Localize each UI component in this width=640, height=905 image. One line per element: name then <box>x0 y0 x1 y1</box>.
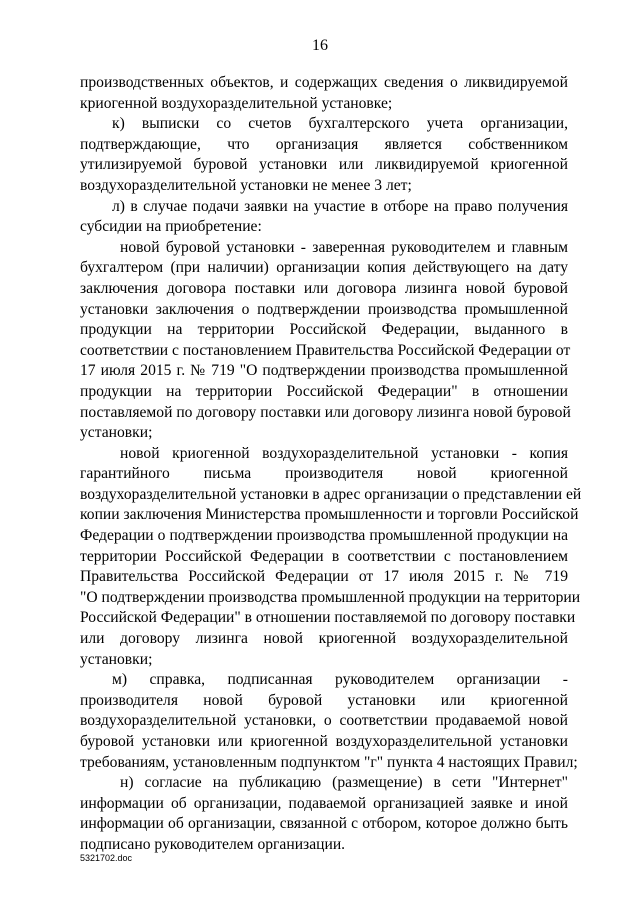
text-line: соответствии с постановлением Правительства Российской Федерации от <box>80 341 571 359</box>
text-line: производителя новой буровой установки или криогенной <box>80 691 568 709</box>
text-line: воздухоразделительной установки, о соответствии продаваемой новой <box>80 712 568 730</box>
text-line: новой криогенной воздухоразделительной установки - копия <box>120 444 568 462</box>
page-number: 16 <box>312 37 328 54</box>
text-line: Федерации о подтверждении производства промышленной продукции на <box>80 527 568 545</box>
text-line: установки; <box>80 424 153 442</box>
text-line: н) согласие на публикацию (размещение) в сети "Интернет" <box>120 774 568 792</box>
text-line: воздухоразделительной установки не менее 3 лет; <box>80 176 412 194</box>
text-line: копии заключения Министерства промышленности и торговли Российской <box>80 506 579 524</box>
text-line: криогенной воздухоразделительной установке; <box>80 94 393 112</box>
text-line: Правительства Российской Федерации от 17 июля 2015 г. № 719 <box>80 568 568 586</box>
file-name-footer: 5321702.doc <box>80 853 133 863</box>
text-line: м) справка, подписанная руководителем организации - <box>112 671 568 689</box>
text-line: Российской Федерации" в отношении поставляемой по договору поставки <box>80 609 576 627</box>
text-line: буровой установки или криогенной воздухоразделительной установки <box>80 733 568 750</box>
text-line: производственных объектов, и содержащих сведения о ликвидируемой <box>80 74 568 91</box>
text-line: требованиям, установленным подпунктом "г" пункта 4 настоящих Правил; <box>80 753 578 771</box>
text-line: подтверждающие, что организация является собственником <box>80 135 568 153</box>
text-line: новой буровой установки - заверенная руководителем и главным <box>120 238 568 256</box>
text-line: подписано руководителем организации. <box>80 835 346 853</box>
text-line: воздухоразделительной установки в адрес организации о представлении ей <box>80 485 582 503</box>
text-line: бухгалтером (при наличии) организации копия действующего на дату <box>80 259 568 277</box>
text-line: продукции на территории Российской Федерации" в отношении <box>80 382 568 400</box>
text-line: к) выписки со счетов бухгалтерского учета организации, <box>112 115 568 133</box>
text-line: информации об организации, подаваемой организацией заявке и иной <box>80 794 568 812</box>
text-line: субсидии на приобретение: <box>80 218 262 236</box>
text-line: л) в случае подачи заявки на участие в отборе на право получения <box>112 197 568 215</box>
text-line: продукции на территории Российской Федерации, выданного в <box>80 321 568 339</box>
text-line: установки; <box>80 650 153 668</box>
text-line: гарантийного письма производителя новой криогенной <box>80 465 568 483</box>
text-line: 17 июля 2015 г. № 719 "О подтверждении производства промышленной <box>80 362 568 380</box>
text-line: поставляемой по договору поставки или договору лизинга новой буровой <box>80 403 571 421</box>
text-line: или договору лизинга новой криогенной воздухоразделительной <box>80 630 568 648</box>
text-line: "О подтверждении производства промышленной продукции на территории <box>80 588 581 606</box>
document-body <box>80 73 582 856</box>
text-line: утилизируемой буровой установки или ликвидируемой криогенной <box>80 156 568 174</box>
text-line: заключения договора поставки или договора лизинга новой буровой <box>80 279 568 297</box>
text-line: информации об организации, связанной с отбором, которое должно быть <box>80 815 568 833</box>
text-line: территории Российской Федерации в соответствии с постановлением <box>80 547 568 565</box>
text-line: установки заключения о подтверждении производства промышленной <box>80 300 568 318</box>
